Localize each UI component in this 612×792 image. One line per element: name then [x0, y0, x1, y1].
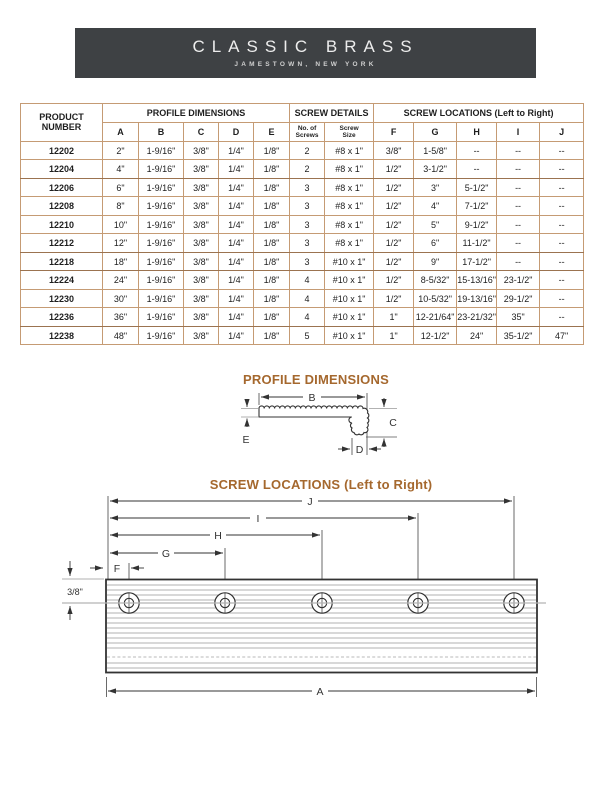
spec-cell: 1/8" — [254, 141, 290, 160]
spec-cell: 1/2" — [374, 234, 414, 253]
spec-cell: 1/8" — [254, 234, 290, 253]
col-d: D — [219, 122, 254, 141]
spec-cell: 10-5/32" — [414, 289, 457, 308]
spec-cell: 12-21/64" — [414, 308, 457, 327]
table-row — [21, 252, 584, 271]
spec-cell: 29-1/2" — [497, 289, 540, 308]
spec-cell: 36" — [103, 308, 139, 327]
product-number-cell: 12202 — [21, 141, 103, 160]
spec-cell: 3/8" — [184, 197, 219, 216]
spec-cell: 12" — [103, 234, 139, 253]
spec-cell: 23-1/2" — [497, 271, 540, 290]
product-number-header: PRODUCT NUMBER — [21, 104, 103, 142]
spec-cell: 2 — [290, 141, 325, 160]
spec-cell: 1" — [374, 326, 414, 345]
spec-cell: 1/8" — [254, 271, 290, 290]
spec-cell: #10 x 1" — [325, 326, 374, 345]
spec-cell: 3 — [290, 215, 325, 234]
spec-cell: 6" — [414, 234, 457, 253]
spec-cell: -- — [540, 215, 584, 234]
col-j: J — [540, 122, 584, 141]
spec-cell: -- — [540, 141, 584, 160]
spec-cell: 3 — [290, 252, 325, 271]
spec-cell: 1-9/16" — [139, 308, 184, 327]
spec-cell: 1/8" — [254, 308, 290, 327]
spec-cell: #10 x 1" — [325, 308, 374, 327]
col-screw-size — [325, 122, 374, 141]
spec-cell: -- — [497, 252, 540, 271]
spec-cell: 48" — [103, 326, 139, 345]
product-number-cell: 12218 — [21, 252, 103, 271]
spec-cell: #8 x 1" — [325, 197, 374, 216]
spec-cell: 1-9/16" — [139, 215, 184, 234]
spec-cell: 1/4" — [219, 326, 254, 345]
spec-cell: 9-1/2" — [457, 215, 497, 234]
brand-band — [75, 28, 536, 78]
spec-cell: 3" — [414, 178, 457, 197]
product-number-cell: 12210 — [21, 215, 103, 234]
brand-name: CLASSIC BRASS — [192, 37, 419, 56]
spec-cell: 11-1/2" — [457, 234, 497, 253]
spec-cell: 1/4" — [219, 215, 254, 234]
spec-cell: -- — [540, 289, 584, 308]
spec-cell: 18" — [103, 252, 139, 271]
dim-label-d: D — [355, 444, 364, 456]
spec-cell: 1/8" — [254, 252, 290, 271]
spec-cell: #8 x 1" — [325, 141, 374, 160]
product-number-cell: 12236 — [21, 308, 103, 327]
spec-cell: 1/8" — [254, 197, 290, 216]
spec-cell: #10 x 1" — [325, 252, 374, 271]
spec-cell: 1-9/16" — [139, 197, 184, 216]
col-h: H — [457, 122, 497, 141]
spec-cell: 3-1/2" — [414, 160, 457, 179]
col-a: A — [103, 122, 139, 141]
spec-table-body — [21, 141, 584, 345]
spec-cell: 1/4" — [219, 271, 254, 290]
dim-label-f: F — [113, 563, 121, 575]
dim-label-h: H — [214, 530, 222, 542]
spec-cell: -- — [497, 178, 540, 197]
spec-cell: 1/2" — [374, 160, 414, 179]
product-number-cell: 12212 — [21, 234, 103, 253]
spec-cell: 23-21/32" — [457, 308, 497, 327]
spec-cell: 1/8" — [254, 215, 290, 234]
spec-cell: 5" — [414, 215, 457, 234]
spec-cell: 1" — [374, 308, 414, 327]
spec-cell: -- — [497, 141, 540, 160]
spec-cell: 4" — [103, 160, 139, 179]
spec-cell: 9" — [414, 252, 457, 271]
spec-cell: 5-1/2" — [457, 178, 497, 197]
table-row — [21, 308, 584, 327]
col-screw-size-label: Screw Size — [339, 124, 359, 139]
spec-cell: 1/4" — [219, 197, 254, 216]
table-row — [21, 289, 584, 308]
spec-cell: 1/4" — [219, 141, 254, 160]
spec-cell: 24" — [103, 271, 139, 290]
spec-cell: 1-9/16" — [139, 160, 184, 179]
spec-cell: 10" — [103, 215, 139, 234]
group-screw-details: SCREW DETAILS — [290, 104, 374, 123]
spec-cell: 3/8" — [184, 234, 219, 253]
spec-cell: 4 — [290, 308, 325, 327]
spec-cell: 4 — [290, 271, 325, 290]
profile-dimensions-title: PROFILE DIMENSIONS — [243, 372, 389, 387]
spec-cell: 1/4" — [219, 160, 254, 179]
spec-cell: -- — [457, 160, 497, 179]
spec-cell: 30" — [103, 289, 139, 308]
spec-cell: 3 — [290, 178, 325, 197]
spec-cell: 3/8" — [374, 141, 414, 160]
spec-cell: 3/8" — [184, 178, 219, 197]
spec-cell: 1/2" — [374, 178, 414, 197]
group-header-row — [21, 104, 584, 123]
col-b: B — [139, 122, 184, 141]
dim-label-g: G — [161, 548, 171, 560]
spec-cell: 2" — [103, 141, 139, 160]
dim-label-offset: 3/8" — [67, 587, 83, 597]
spec-cell: 3/8" — [184, 141, 219, 160]
spec-cell: 47" — [540, 326, 584, 345]
spec-cell: 1-9/16" — [139, 289, 184, 308]
spec-cell: 1/2" — [374, 271, 414, 290]
spec-cell: 3/8" — [184, 160, 219, 179]
dim-label-c: C — [389, 417, 397, 429]
profile-dimensions-diagram — [225, 390, 410, 462]
screw-locations-diagram — [55, 492, 555, 707]
spec-cell: 3/8" — [184, 271, 219, 290]
spec-cell: 1-9/16" — [139, 271, 184, 290]
spec-cell: 3/8" — [184, 308, 219, 327]
spec-cell: 3/8" — [184, 289, 219, 308]
col-i: I — [497, 122, 540, 141]
product-number-cell: 12224 — [21, 271, 103, 290]
col-c: C — [184, 122, 219, 141]
spec-cell: 15-13/16" — [457, 271, 497, 290]
spec-cell: 8" — [103, 197, 139, 216]
spec-cell: 24" — [457, 326, 497, 345]
spec-table — [20, 103, 584, 345]
product-number-cell: 12204 — [21, 160, 103, 179]
spec-cell: 2 — [290, 160, 325, 179]
brand-location: JAMESTOWN, NEW YORK — [234, 61, 377, 68]
table-row — [21, 141, 584, 160]
spec-cell: 1/8" — [254, 326, 290, 345]
spec-cell: -- — [540, 271, 584, 290]
col-g: G — [414, 122, 457, 141]
spec-cell: 1/4" — [219, 234, 254, 253]
spec-cell: -- — [540, 178, 584, 197]
screw-locations-title: SCREW LOCATIONS (Left to Right) — [209, 477, 433, 492]
spec-cell: 3/8" — [184, 215, 219, 234]
spec-cell: #8 x 1" — [325, 178, 374, 197]
spec-cell: 4 — [290, 289, 325, 308]
spec-cell: -- — [497, 215, 540, 234]
spec-cell: -- — [497, 160, 540, 179]
table-row — [21, 178, 584, 197]
table-row — [21, 326, 584, 345]
spec-cell: 7-1/2" — [457, 197, 497, 216]
product-number-cell: 12206 — [21, 178, 103, 197]
spec-cell: 17-1/2" — [457, 252, 497, 271]
spec-cell: 1/8" — [254, 160, 290, 179]
spec-cell: -- — [540, 234, 584, 253]
spec-cell: -- — [540, 160, 584, 179]
dim-label-b: B — [308, 392, 316, 404]
dim-label-e: E — [242, 434, 250, 446]
group-screw-locations: SCREW LOCATIONS (Left to Right) — [374, 104, 584, 123]
spec-cell: 1-9/16" — [139, 252, 184, 271]
spec-cell: #10 x 1" — [325, 289, 374, 308]
spec-cell: 1/8" — [254, 178, 290, 197]
spec-cell: 3 — [290, 197, 325, 216]
spec-cell: 1-9/16" — [139, 326, 184, 345]
col-no-of-screws-label: No. of Screws — [295, 124, 319, 139]
col-e: E — [254, 122, 290, 141]
spec-cell: 35" — [497, 308, 540, 327]
spec-cell: #10 x 1" — [325, 271, 374, 290]
spec-cell: 1/2" — [374, 215, 414, 234]
spec-cell: -- — [497, 197, 540, 216]
spec-cell: 3 — [290, 234, 325, 253]
spec-cell: 4" — [414, 197, 457, 216]
spec-cell: 1/2" — [374, 197, 414, 216]
col-no-of-screws — [290, 122, 325, 141]
table-row — [21, 197, 584, 216]
dim-label-a: A — [316, 686, 324, 698]
group-profile-dimensions: PROFILE DIMENSIONS — [103, 104, 290, 123]
product-number-cell: 12230 — [21, 289, 103, 308]
spec-cell: -- — [497, 234, 540, 253]
spec-cell: 5 — [290, 326, 325, 345]
spec-cell: #8 x 1" — [325, 160, 374, 179]
table-row — [21, 160, 584, 179]
spec-cell: 19-13/16" — [457, 289, 497, 308]
table-row — [21, 271, 584, 290]
spec-cell: 1/4" — [219, 178, 254, 197]
spec-cell: -- — [540, 308, 584, 327]
table-row — [21, 215, 584, 234]
spec-cell: 8-5/32" — [414, 271, 457, 290]
spec-cell: 1/2" — [374, 252, 414, 271]
spec-cell: 12-1/2" — [414, 326, 457, 345]
spec-cell: 1/8" — [254, 289, 290, 308]
spec-cell: 3/8" — [184, 252, 219, 271]
spec-cell: 1-5/8" — [414, 141, 457, 160]
table-row — [21, 234, 584, 253]
profile-outline — [259, 406, 369, 435]
spec-cell: 3/8" — [184, 326, 219, 345]
spec-cell: #8 x 1" — [325, 215, 374, 234]
spec-cell: -- — [540, 197, 584, 216]
spec-cell: -- — [457, 141, 497, 160]
product-number-cell: 12238 — [21, 326, 103, 345]
spec-cell: 1/4" — [219, 252, 254, 271]
spec-cell: 1-9/16" — [139, 234, 184, 253]
spec-cell: 35-1/2" — [497, 326, 540, 345]
spec-cell: 1/4" — [219, 308, 254, 327]
spec-cell: 6" — [103, 178, 139, 197]
spec-cell: 1-9/16" — [139, 178, 184, 197]
column-header-row — [21, 122, 584, 141]
spec-cell: -- — [540, 252, 584, 271]
col-f: F — [374, 122, 414, 141]
dim-label-i: I — [256, 513, 260, 525]
spec-cell: #8 x 1" — [325, 234, 374, 253]
dim-label-j: J — [307, 496, 313, 508]
spec-cell: 1-9/16" — [139, 141, 184, 160]
spec-cell: 1/2" — [374, 289, 414, 308]
spec-cell: 1/4" — [219, 289, 254, 308]
product-number-cell: 12208 — [21, 197, 103, 216]
